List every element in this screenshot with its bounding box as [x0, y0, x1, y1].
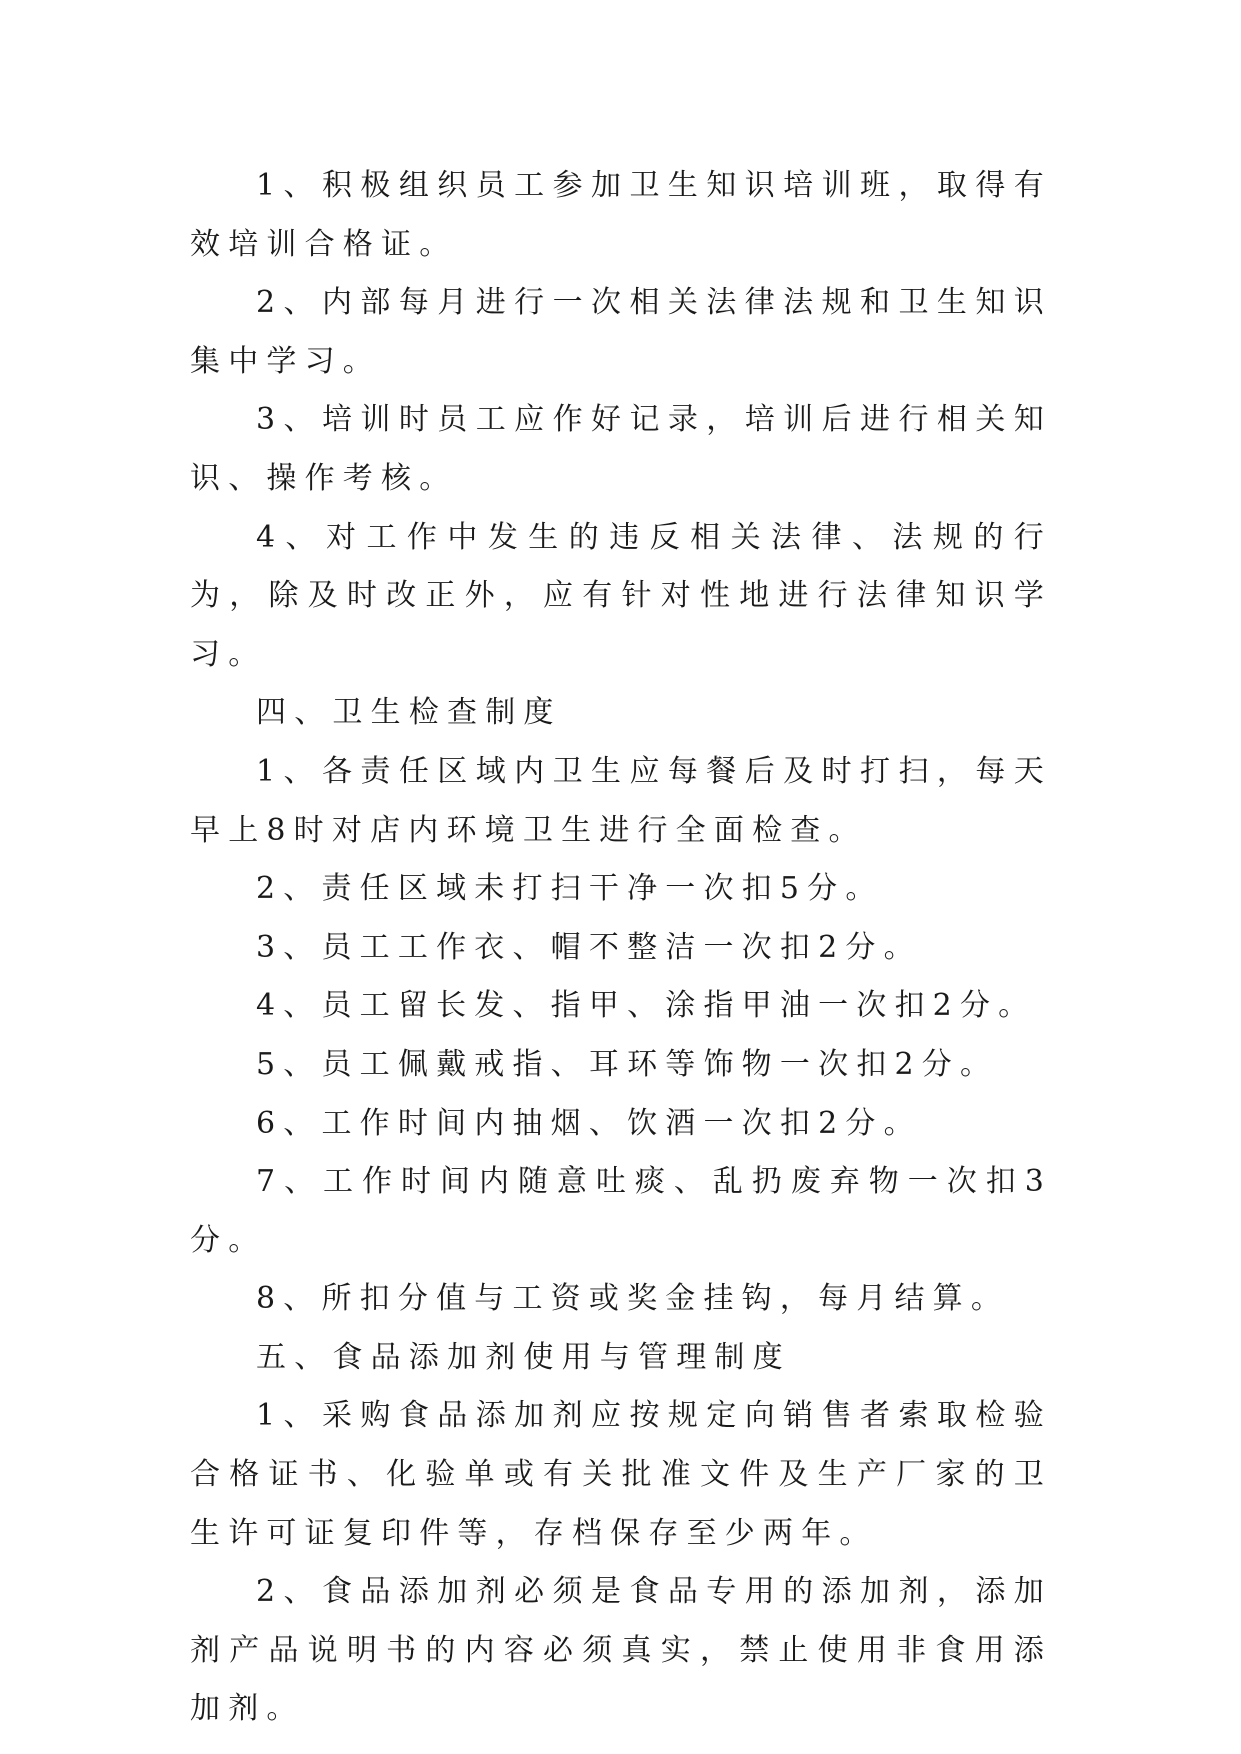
- paragraph-salary-link: 8、所扣分值与工资或奖金挂钩，每月结算。: [256, 1281, 1010, 1317]
- paragraph-training-records: 3、培训时员工应作好记录，培训后进行相关知识、操作考核。: [190, 402, 1052, 496]
- paragraph-spitting-deduction: 7、工作时间内随意吐痰、乱扔废弃物一次扣3分。: [190, 1164, 1052, 1258]
- paragraph-training-certificate: 1、积极组织员工参加卫生知识培训班，取得有效培训合格证。: [190, 168, 1052, 262]
- paragraph-jewelry-deduction: 5、员工佩戴戒指、耳环等饰物一次扣2分。: [256, 1046, 999, 1082]
- paragraph-uniform-deduction: 3、员工工作衣、帽不整洁一次扣2分。: [256, 929, 922, 965]
- paragraph-additive-requirements: 2、食品添加剂必须是食品专用的添加剂，添加剂产品说明书的内容必须真实，禁止使用非食用添加剂。: [190, 1574, 1052, 1727]
- paragraph-additive-purchase: 1、采购食品添加剂应按规定向销售者索取检验合格证书、化验单或有关批准文件及生产厂家的卫生许可证复印件等，存档保存至少两年。: [190, 1398, 1052, 1551]
- document-page: [190, 157, 1052, 1739]
- paragraph-daily-cleaning: 1、各责任区域内卫生应每餐后及时打扫，每天早上8时对店内环境卫生进行全面检查。: [190, 753, 1052, 848]
- section-heading-hygiene-inspection: 四、卫生检查制度: [256, 695, 562, 731]
- paragraph-smoking-deduction: 6、工作时间内抽烟、饮酒一次扣2分。: [256, 1105, 922, 1141]
- paragraph-area-deduction: 2、责任区域未打扫干净一次扣5分。: [256, 871, 884, 907]
- paragraph-monthly-study: 2、内部每月进行一次相关法律法规和卫生知识集中学习。: [190, 285, 1052, 379]
- paragraph-violation-correction: 4、对工作中发生的违反相关法律、法规的行为，除及时改正外，应有针对性地进行法律知识学习。: [190, 519, 1052, 672]
- section-heading-food-additives: 五、食品添加剂使用与管理制度: [256, 1339, 791, 1375]
- paragraph-hair-nails-deduction: 4、员工留长发、指甲、涂指甲油一次扣2分。: [256, 988, 1037, 1024]
